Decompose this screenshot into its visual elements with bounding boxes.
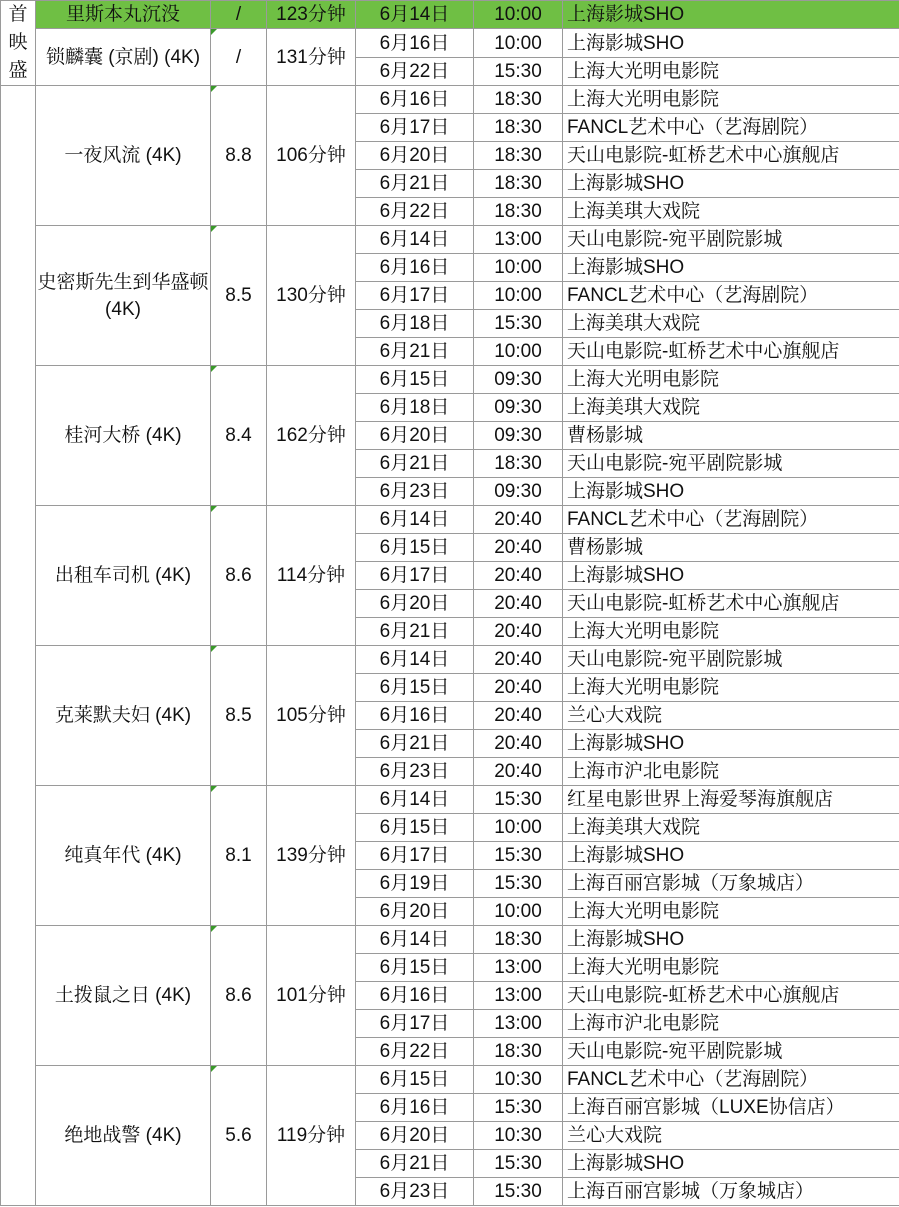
show-time: 10:30 (474, 1066, 563, 1094)
show-venue: 天山电影院-虹桥艺术中心旗舰店 (563, 142, 899, 170)
show-time: 15:30 (474, 842, 563, 870)
show-date: 6月17日 (356, 842, 474, 870)
show-date: 6月17日 (356, 562, 474, 590)
show-time: 20:40 (474, 758, 563, 786)
show-venue: 上海美琪大戏院 (563, 814, 899, 842)
show-date: 6月20日 (356, 590, 474, 618)
film-rating: 8.8 (211, 86, 267, 226)
schedule-body (1, 1, 899, 1206)
show-venue: 天山电影院-宛平剧院影城 (563, 1038, 899, 1066)
show-time: 20:40 (474, 730, 563, 758)
show-venue: 天山电影院-虹桥艺术中心旗舰店 (563, 590, 899, 618)
show-time: 20:40 (474, 562, 563, 590)
show-date: 6月21日 (356, 618, 474, 646)
show-venue: 天山电影院-虹桥艺术中心旗舰店 (563, 338, 899, 366)
show-venue: 上海影城SHO (563, 842, 899, 870)
show-date: 6月23日 (356, 758, 474, 786)
show-date: 6月15日 (356, 366, 474, 394)
table-row (1, 1066, 899, 1094)
show-venue: 上海影城SHO (563, 562, 899, 590)
show-time: 18:30 (474, 86, 563, 114)
show-time: 20:40 (474, 646, 563, 674)
film-title: 锁麟囊 (京剧) (4K) (36, 29, 211, 86)
show-time: 13:00 (474, 1010, 563, 1038)
show-date: 6月21日 (356, 1150, 474, 1178)
show-date: 6月23日 (356, 478, 474, 506)
show-date: 6月17日 (356, 1010, 474, 1038)
show-venue: 上海大光明电影院 (563, 86, 899, 114)
table-row (1, 226, 899, 254)
show-venue: FANCL艺术中心（艺海剧院） (563, 282, 899, 310)
show-date: 6月14日 (356, 786, 474, 814)
show-time: 15:30 (474, 1178, 563, 1206)
show-date: 6月18日 (356, 310, 474, 338)
show-venue: 上海市沪北电影院 (563, 758, 899, 786)
show-date: 6月14日 (356, 506, 474, 534)
show-time: 10:00 (474, 254, 563, 282)
show-time: 18:30 (474, 926, 563, 954)
show-time: 20:40 (474, 590, 563, 618)
show-date: 6月21日 (356, 730, 474, 758)
film-rating: 8.5 (211, 646, 267, 786)
film-title: 出租车司机 (4K) (36, 506, 211, 646)
film-rating: 8.5 (211, 226, 267, 366)
show-time: 15:30 (474, 310, 563, 338)
show-time: 15:30 (474, 58, 563, 86)
table-row (1, 86, 899, 114)
show-venue: 上海百丽宫影城（万象城店） (563, 1178, 899, 1206)
show-time: 20:40 (474, 702, 563, 730)
film-rating: 8.6 (211, 926, 267, 1066)
show-venue: 上海影城SHO (563, 730, 899, 758)
show-date: 6月22日 (356, 198, 474, 226)
show-venue: 兰心大戏院 (563, 702, 899, 730)
film-rating: / (211, 29, 267, 86)
show-time: 15:30 (474, 786, 563, 814)
show-time: 13:00 (474, 226, 563, 254)
category-blank-cell (1, 86, 36, 1206)
show-date: 6月16日 (356, 254, 474, 282)
show-time: 10:30 (474, 1122, 563, 1150)
category-label (1, 1, 36, 86)
show-date: 6月14日 (356, 646, 474, 674)
show-time: 09:30 (474, 366, 563, 394)
show-venue: 天山电影院-虹桥艺术中心旗舰店 (563, 982, 899, 1010)
film-title: 绝地战警 (4K) (36, 1066, 211, 1206)
film-title: 桂河大桥 (4K) (36, 366, 211, 506)
show-date: 6月19日 (356, 870, 474, 898)
show-venue: 兰心大戏院 (563, 1122, 899, 1150)
table-row (1, 506, 899, 534)
show-time: 10:00 (474, 1, 563, 29)
show-date: 6月14日 (356, 226, 474, 254)
film-title: 纯真年代 (4K) (36, 786, 211, 926)
show-venue: 上海百丽宫影城（LUXE协信店） (563, 1094, 899, 1122)
show-date: 6月14日 (356, 926, 474, 954)
show-date: 6月22日 (356, 1038, 474, 1066)
show-date: 6月21日 (356, 170, 474, 198)
film-title: 土拨鼠之日 (4K) (36, 926, 211, 1066)
show-date: 6月22日 (356, 58, 474, 86)
show-time: 20:40 (474, 618, 563, 646)
show-venue: FANCL艺术中心（艺海剧院） (563, 1066, 899, 1094)
show-time: 18:30 (474, 1038, 563, 1066)
show-venue: 上海美琪大戏院 (563, 310, 899, 338)
category-char: 盛 (8, 60, 28, 81)
show-venue: 上海影城SHO (563, 1150, 899, 1178)
show-date: 6月17日 (356, 282, 474, 310)
show-time: 13:00 (474, 982, 563, 1010)
film-duration: 105分钟 (267, 646, 356, 786)
table-row (1, 926, 899, 954)
show-time: 15:30 (474, 1094, 563, 1122)
show-date: 6月20日 (356, 142, 474, 170)
show-time: 10:00 (474, 338, 563, 366)
film-duration: 139分钟 (267, 786, 356, 926)
film-title: 史密斯先生到华盛顿 (4K) (36, 226, 211, 366)
show-time: 09:30 (474, 394, 563, 422)
show-date: 6月20日 (356, 1122, 474, 1150)
show-venue: FANCL艺术中心（艺海剧院） (563, 114, 899, 142)
film-title: 一夜风流 (4K) (36, 86, 211, 226)
show-date: 6月20日 (356, 422, 474, 450)
film-duration: 114分钟 (267, 506, 356, 646)
show-venue: 上海大光明电影院 (563, 898, 899, 926)
show-time: 13:00 (474, 954, 563, 982)
show-date: 6月15日 (356, 674, 474, 702)
show-venue: 上海大光明电影院 (563, 954, 899, 982)
table-row (1, 29, 899, 58)
show-venue: 天山电影院-宛平剧院影城 (563, 450, 899, 478)
show-date: 6月15日 (356, 1066, 474, 1094)
show-venue: 曹杨影城 (563, 534, 899, 562)
film-title: 里斯本丸沉没 (36, 1, 211, 29)
show-time: 18:30 (474, 114, 563, 142)
show-date: 6月21日 (356, 338, 474, 366)
show-time: 18:30 (474, 170, 563, 198)
show-date: 6月16日 (356, 29, 474, 58)
show-time: 20:40 (474, 534, 563, 562)
film-duration: 106分钟 (267, 86, 356, 226)
film-title: 克莱默夫妇 (4K) (36, 646, 211, 786)
film-duration: 123分钟 (267, 1, 356, 29)
show-date: 6月16日 (356, 1094, 474, 1122)
show-time: 20:40 (474, 674, 563, 702)
show-time: 18:30 (474, 450, 563, 478)
show-venue: 上海大光明电影院 (563, 366, 899, 394)
show-venue: 上海大光明电影院 (563, 58, 899, 86)
category-char: 映 (8, 32, 28, 53)
show-time: 10:00 (474, 898, 563, 926)
show-date: 6月21日 (356, 450, 474, 478)
show-venue: 上海美琪大戏院 (563, 198, 899, 226)
film-duration: 131分钟 (267, 29, 356, 86)
show-venue: 上海美琪大戏院 (563, 394, 899, 422)
show-date: 6月16日 (356, 86, 474, 114)
film-duration: 162分钟 (267, 366, 356, 506)
show-venue: 红星电影世界上海爱琴海旗舰店 (563, 786, 899, 814)
show-venue: 上海影城SHO (563, 478, 899, 506)
show-time: 09:30 (474, 422, 563, 450)
table-row (1, 366, 899, 394)
show-venue: FANCL艺术中心（艺海剧院） (563, 506, 899, 534)
show-date: 6月15日 (356, 814, 474, 842)
film-duration: 130分钟 (267, 226, 356, 366)
show-date: 6月23日 (356, 1178, 474, 1206)
show-venue: 上海影城SHO (563, 170, 899, 198)
show-date: 6月15日 (356, 954, 474, 982)
film-duration: 101分钟 (267, 926, 356, 1066)
film-rating: 8.6 (211, 506, 267, 646)
film-rating: 8.4 (211, 366, 267, 506)
show-time: 20:40 (474, 506, 563, 534)
show-time: 18:30 (474, 198, 563, 226)
film-rating: 5.6 (211, 1066, 267, 1206)
show-time: 10:00 (474, 814, 563, 842)
show-time: 10:00 (474, 29, 563, 58)
show-date: 6月15日 (356, 534, 474, 562)
show-venue: 上海大光明电影院 (563, 618, 899, 646)
show-date: 6月17日 (356, 114, 474, 142)
table-row (1, 646, 899, 674)
show-venue: 上海大光明电影院 (563, 674, 899, 702)
show-venue: 上海影城SHO (563, 29, 899, 58)
show-date: 6月14日 (356, 1, 474, 29)
film-duration: 119分钟 (267, 1066, 356, 1206)
show-time: 18:30 (474, 142, 563, 170)
film-rating: 8.1 (211, 786, 267, 926)
table-row (1, 786, 899, 814)
show-date: 6月20日 (356, 898, 474, 926)
show-venue: 上海影城SHO (563, 254, 899, 282)
show-venue: 曹杨影城 (563, 422, 899, 450)
show-venue: 上海百丽宫影城（万象城店） (563, 870, 899, 898)
show-date: 6月16日 (356, 702, 474, 730)
show-venue: 天山电影院-宛平剧院影城 (563, 226, 899, 254)
show-venue: 上海影城SHO (563, 1, 899, 29)
show-time: 09:30 (474, 478, 563, 506)
show-time: 10:00 (474, 282, 563, 310)
table-row (1, 1, 899, 29)
show-venue: 上海影城SHO (563, 926, 899, 954)
show-time: 15:30 (474, 1150, 563, 1178)
show-time: 15:30 (474, 870, 563, 898)
show-venue: 天山电影院-宛平剧院影城 (563, 646, 899, 674)
category-char: 首 (8, 4, 28, 25)
show-date: 6月18日 (356, 394, 474, 422)
show-venue: 上海市沪北电影院 (563, 1010, 899, 1038)
show-date: 6月16日 (356, 982, 474, 1010)
film-rating: / (211, 1, 267, 29)
